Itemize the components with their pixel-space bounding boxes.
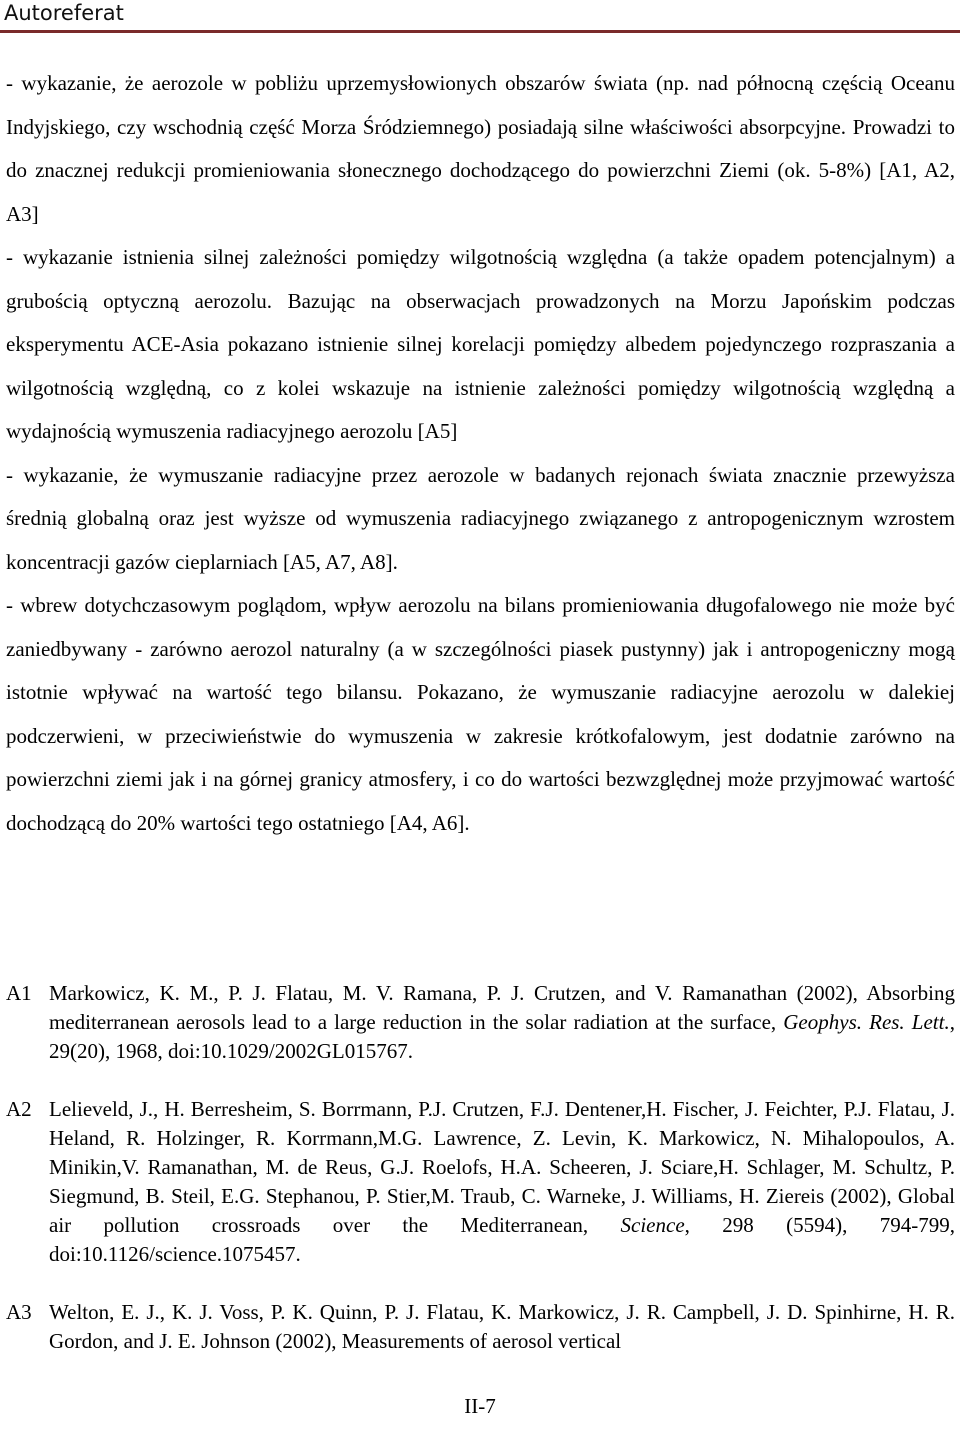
paragraph: - wbrew dotychczasowym poglądom, wpływ aerozolu na bilans promieniowania długofalowego nie może być zaniedbywany - zarówno aerozol naturalny (a w szczególności piasek pustynny) jak i antropogeniczny mogą istotnie wpływać na wartość tego bilansu. Pokazano, że wymuszanie radiacyjne aerozolu w dalekiej podczerwieni, w przeciwieństwie do wymuszenia w zakresie krótkofalowym, jest dodatnie zarówno na powierzchni ziemi jak i na górnej granicy atmosfery, i co do wartości bezwzględnej może przyjmować wartość dochodzącą do 20% wartości tego ostatniego [A4, A6]. — [6, 593, 955, 835]
reference-item — [6, 1095, 955, 1269]
page-header — [0, 0, 960, 30]
paragraph: - wykazanie, że aerozole w pobliżu uprzemysłowionych obszarów świata (np. nad północną częścią Oceanu Indyjskiego, czy wschodnią część Morza Śródziemnego) posiadają silne właściwości absorpcyjne. Prowadzi to do znacznej redukcji promieniowania słonecznego dochodzącego do powierzchni Ziemi (ok. 5-8%) [A1, A2, A3] — [6, 71, 955, 226]
paragraph: - wykazanie istnienia silnej zależności pomiędzy wilgotnością względna (a także opadem potencjalnym) a grubością optyczną aerozolu. Bazując na obserwacjach prowadzonych na Morzu Japońskim podczas eksperymentu ACE-Asia pokazano istnienie silnej korelacji pomiędzy albedem pojedynczego rozpraszania a wilgotnością względną, co z kolei wskazuje na istnienie zależności pomiędzy wilgotnością względną a wydajnością wymuszenia radiacyjnego aerozolu [A5] — [6, 245, 955, 443]
reference-details: , 298 (5594), 794-799, doi:10.1126/science.1075457. — [49, 1213, 955, 1266]
reference-authors-title: Lelieveld, J., H. Berresheim, S. Borrmann, P.J. Crutzen, F.J. Dentener,H. Fischer, J. Feichter, P.J. Flatau, J. Heland, R. Holzinger, R. Korrmann,M.G. Lawrence, Z. Levin, K. Markowicz, N. Mihalopoulos, A. Minikin,V. Ramanathan, M. de Reus, G.J. Roelofs, H.A. Scheeren, J. Sciare,H. Schlager, M. Schultz, P. Siegmund, B. Steil, E.G. Stephanou, P. Stier,M. Traub, C. Warneke, J. Williams, H. Ziereis (2002), Global air pollution crossroads over the Mediterranean, — [49, 1097, 955, 1237]
reference-list — [6, 979, 955, 1385]
header-divider — [0, 30, 960, 33]
reference-label: A2 — [6, 1097, 32, 1121]
reference-text — [49, 1095, 955, 1269]
page-number: II-7 — [464, 1394, 496, 1418]
reference-label: A3 — [6, 1300, 32, 1324]
reference-authors-title: Markowicz, K. M., P. J. Flatau, M. V. Ramana, P. J. Crutzen, and V. Ramanathan (2002), Absorbing mediterranean aerosols lead to a large reduction in the solar radiation at the surface, — [49, 981, 955, 1034]
reference-text — [49, 979, 955, 1066]
reference-journal: Science — [620, 1213, 685, 1237]
header-title: Autoreferat — [4, 1, 124, 25]
reference-text — [49, 1298, 955, 1356]
reference-item — [6, 1298, 955, 1356]
reference-authors-title: Welton, E. J., K. J. Voss, P. K. Quinn, P. J. Flatau, K. Markowicz, J. R. Campbell, J. D. Spinhirne, H. R. Gordon, and J. E. Johnson (2002), Measurements of aerosol vertical — [49, 1300, 955, 1353]
reference-label: A1 — [6, 981, 32, 1005]
reference-journal: Geophys. Res. Lett. — [783, 1010, 950, 1034]
reference-item — [6, 979, 955, 1066]
body-text — [6, 62, 955, 845]
paragraph: - wykazanie, że wymuszanie radiacyjne przez aerozole w badanych rejonach świata znacznie przewyższa średnią globalną oraz jest wyższe od wymuszenia radiacyjnego związanego z antropogenicznym wzrostem koncentracji gazów cieplarniach [A5, A7, A8]. — [6, 462, 955, 574]
reference-details: , 29(20), 1968, doi:10.1029/2002GL015767. — [49, 1010, 955, 1063]
